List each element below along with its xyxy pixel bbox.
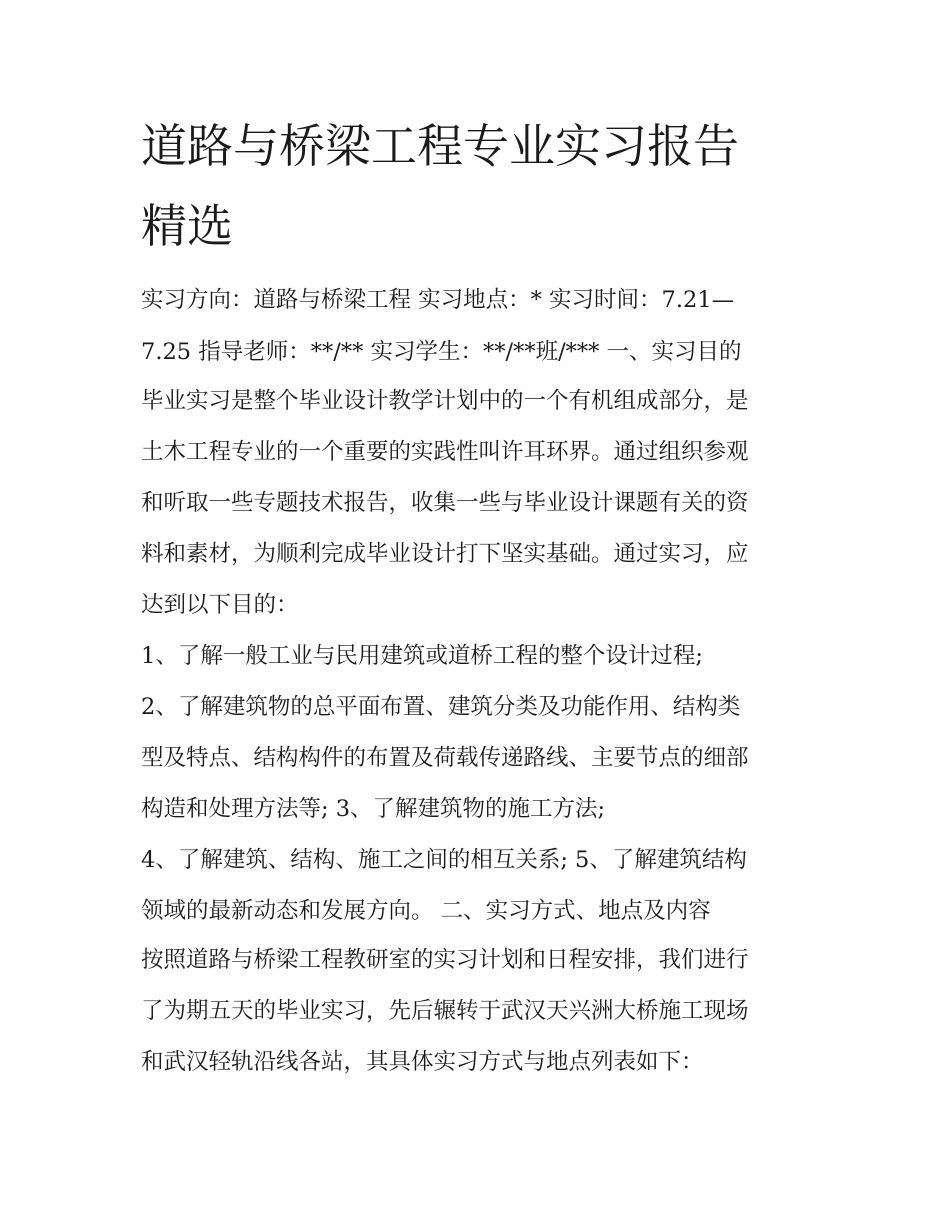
document-title-line-1: 道路与桥梁工程专业实习报告 — [141, 119, 739, 173]
body-line-14: 按照道路与桥梁工程教研室的实习计划和日程安排，我们进行 — [141, 947, 749, 973]
body-line-15: 了为期五天的毕业实习，先后辗转于武汉天兴洲大桥施工现场 — [141, 998, 749, 1024]
body-line-5: 和听取一些专题技术报告，收集一些与毕业设计课题有关的资 — [141, 490, 749, 516]
body-line-1: 实习方向：道路与桥梁工程 实习地点：* 实习时间：7.21— — [141, 287, 735, 313]
body-line-8: 1、了解一般工业与民用建筑或道桥工程的整个设计过程; — [141, 643, 703, 669]
body-line-11: 构造和处理方法等; 3、了解建筑物的施工方法; — [141, 796, 606, 822]
body-line-3: 毕业实习是整个毕业设计教学计划中的一个有机组成部分，是 — [141, 388, 749, 414]
body-line-13: 领域的最新动态和发展方向。 二、实习方式、地点及内容 — [141, 898, 711, 924]
body-line-4: 土木工程专业的一个重要的实践性叫许耳环界。通过组织参观 — [141, 439, 749, 465]
body-line-9: 2、了解建筑物的总平面布置、建筑分类及功能作用、结构类 — [141, 694, 741, 720]
body-line-16: 和武汉轻轨沿线各站，其具体实习方式与地点列表如下： — [141, 1049, 704, 1075]
body-line-12: 4、了解建筑、结构、施工之间的相互关系; 5、了解建筑结构 — [141, 847, 747, 873]
document-title-line-2: 精选 — [141, 199, 233, 253]
body-line-7: 达到以下目的： — [141, 592, 299, 618]
body-line-6: 料和素材，为顺利完成毕业设计打下坚实基础。通过实习，应 — [141, 541, 749, 567]
body-line-10: 型及特点、结构构件的布置及荷载传递路线、主要节点的细部 — [141, 745, 749, 771]
body-line-2: 7.25 指导老师：**/** 实习学生：**/**班/*** 一、实习目的 — [141, 339, 742, 365]
